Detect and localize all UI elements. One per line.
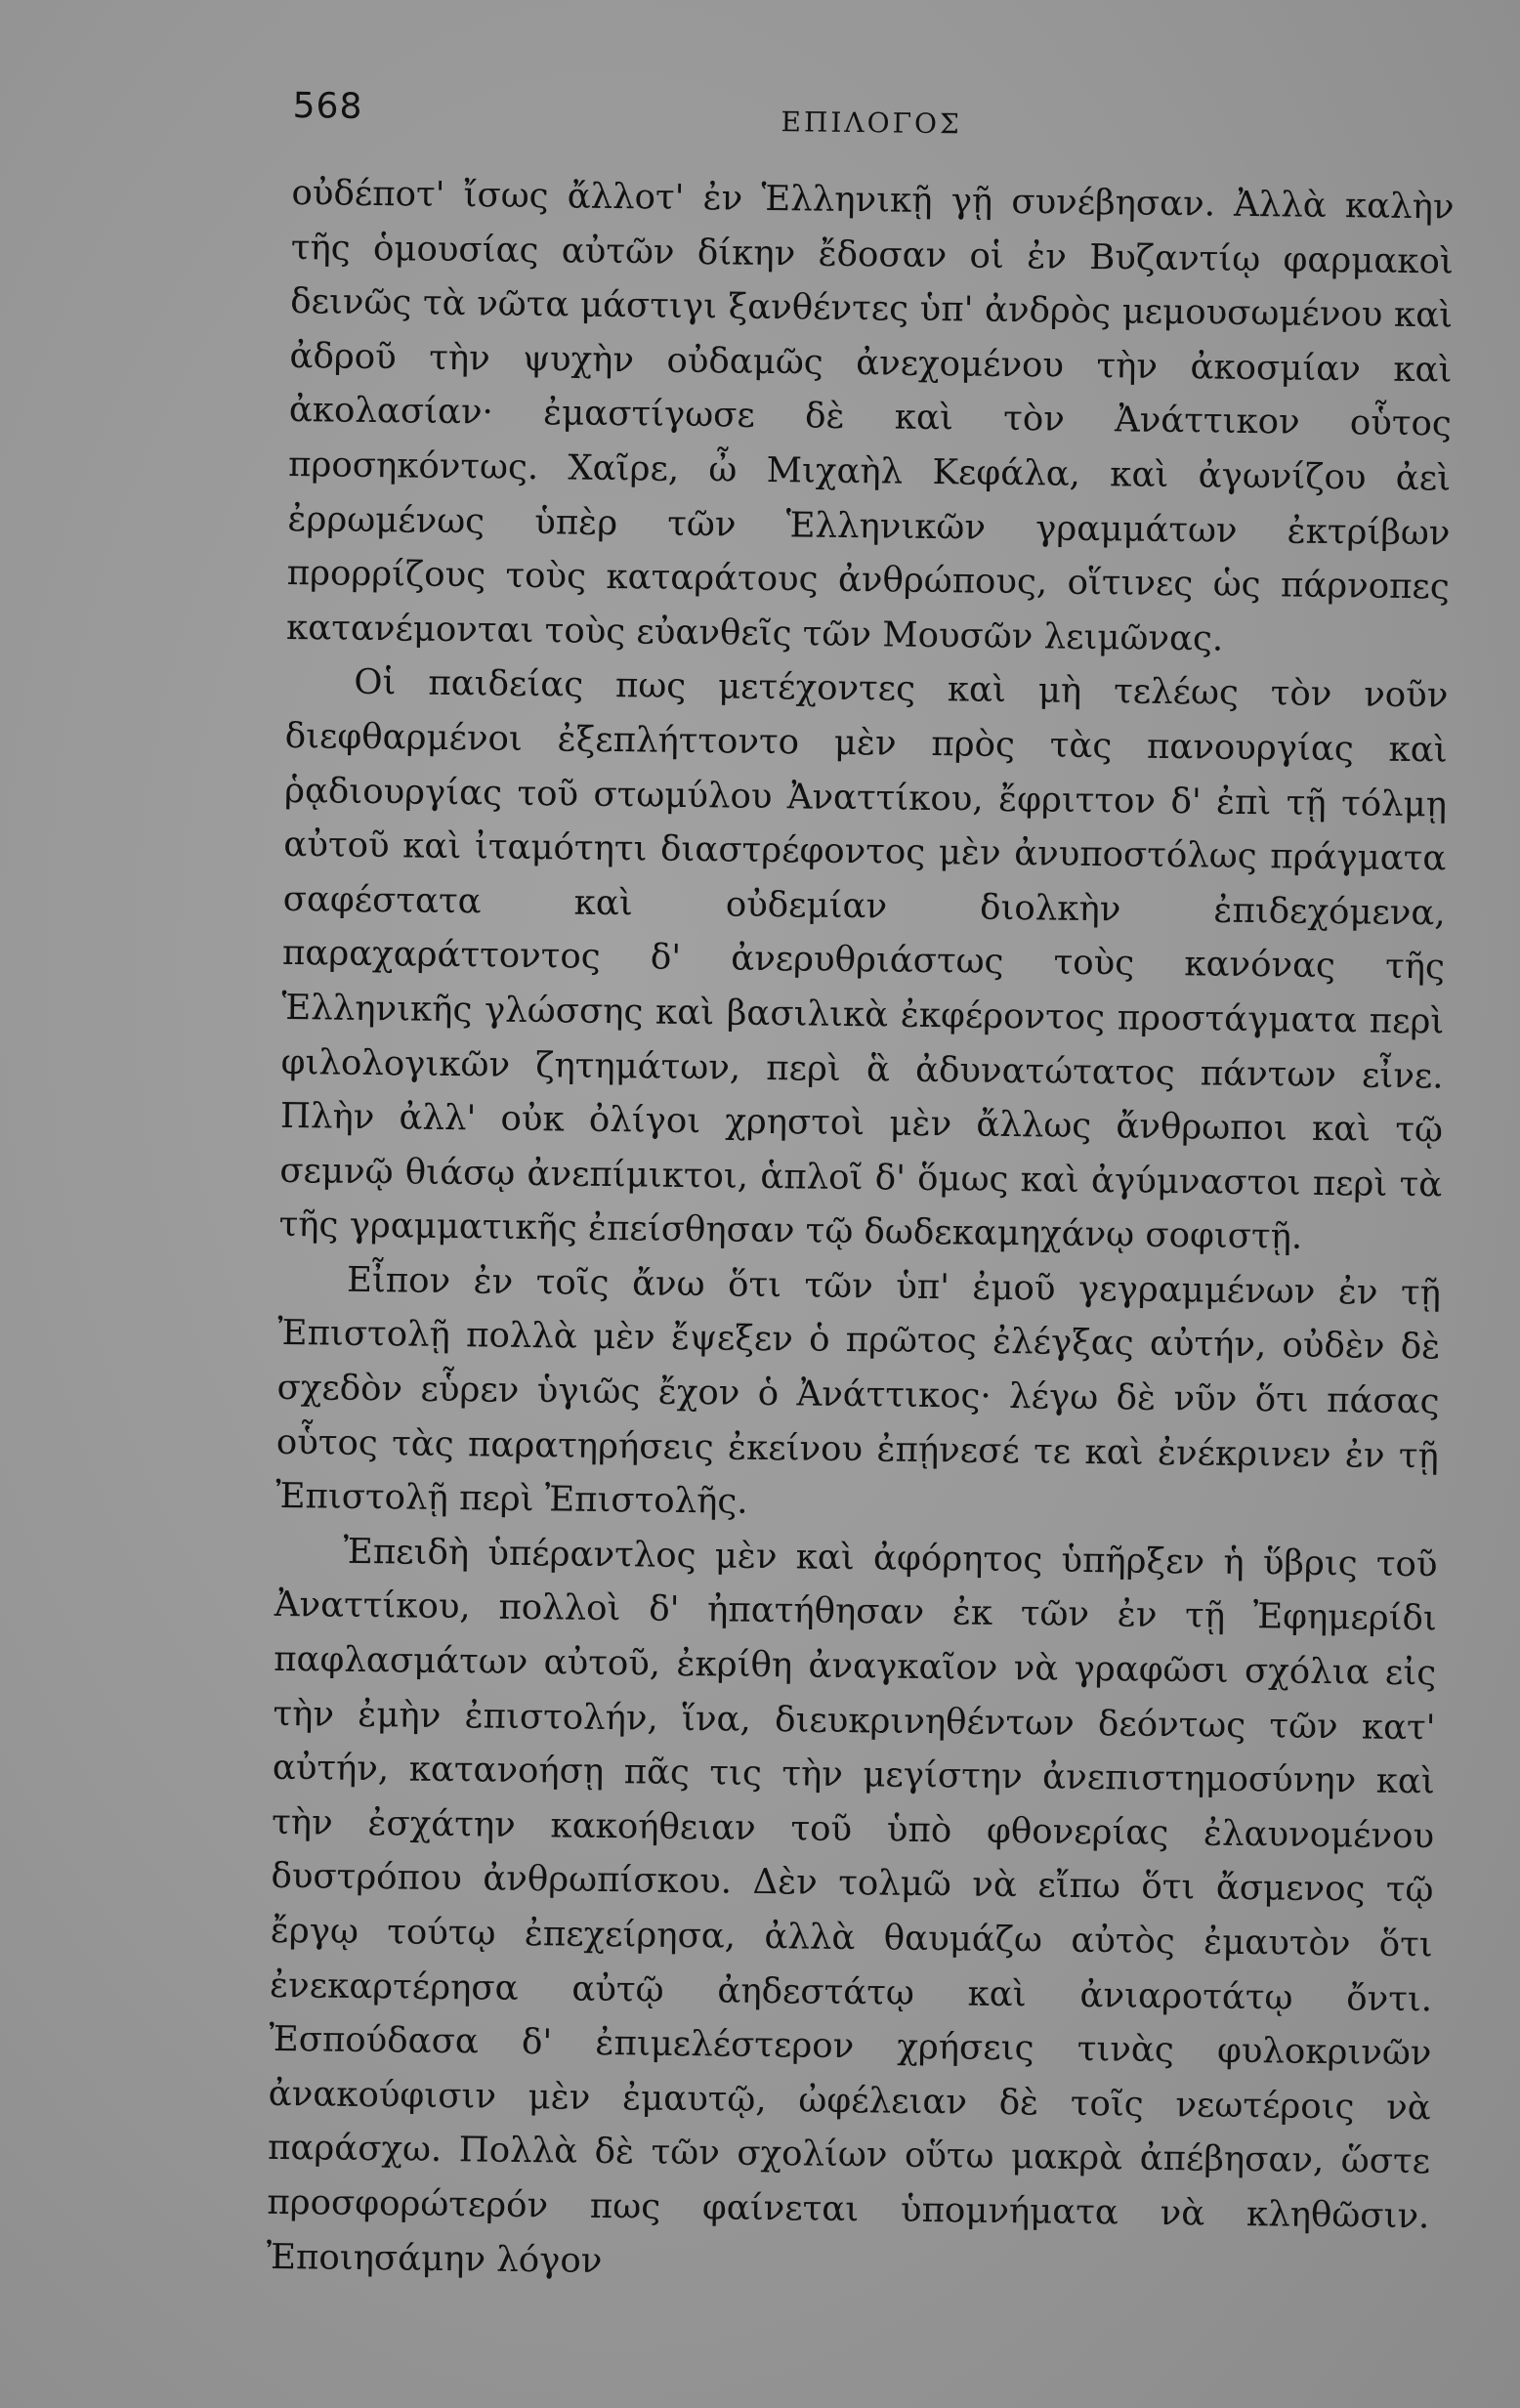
- paragraph-2: Οἱ παιδείας πως μετέχοντες καὶ μὴ τελέως τὸν νοῦν διεφθαρμένοι ἐξεπλήττοντο μὲν πρὸς τὰς πανουργίας καὶ ῥᾳδιουργίας τοῦ στωμύλου Ἀναττίκου, ἔφριττον δ' ἐπὶ τῇ τόλμῃ αὐτοῦ καὶ ἰταμότητι διαστρέφοντος μὲν ἀνυποστόλως πράγματα σαφέστατα καὶ οὐδεμίαν διολκὴν ἐπιδεχόμενα, παραχαράττοντος δ' ἀνερυθριάστως τοὺς κανόνας τῆς Ἑλληνικῆς γλώσσης καὶ βασιλικὰ ἐκφέροντος προστάγματα περὶ φιλολογικῶν ζητημάτων, περὶ ἃ ἀδυνατώτατος πάντων εἶνε. Πλὴν ἀλλ' οὐκ ὀλίγοι χρηστοὶ μὲν ἄλλως ἄνθρωποι καὶ τῷ σεμνῷ θιάσῳ ἀνεπίμικτοι, ἁπλοῖ δ' ὅμως καὶ ἀγύμναστοι περὶ τὰ τῆς γραμματικῆς ἐπείσθησαν τῷ δωδεκαμηχάνῳ σοφιστῇ.: [278, 662, 1449, 1257]
- running-title: ΕΠΙΛΟΓΟΣ: [781, 106, 962, 141]
- book-page: [266, 78, 1465, 2368]
- paragraph-4: Ἐπειδὴ ὑπέραντλος μὲν καὶ ἀφόρητος ὑπῆρξεν ἡ ὕβρις τοῦ Ἀναττίκου, πολλοὶ δ' ἠπατήθησαν ἐκ τῶν ἐν τῇ Ἐφημερίδι παφλασμάτων αὐτοῦ, ἐκρίθη ἀναγκαῖον νὰ γραφῶσι σχόλια εἰς τὴν ἐμὴν ἐπιστολήν, ἵνα, διευκρινηθέντων δεόντως τῶν κατ' αὐτήν, κατανοήσῃ πᾶς τις τὴν μεγίστην ἀνεπιστημοσύνην καὶ τὴν ἐσχάτην κακοήθειαν τοῦ ὑπὸ φθονερίας ἐλαυνομένου δυστρόπου ἀνθρωπίσκου. Δὲν τολμῶ νὰ εἴπω ὅτι ἄσμενος τῷ ἔργῳ τούτῳ ἐπεχείρησα, ἀλλὰ θαυμάζω αὐτὸς ἐμαυτὸν ὅτι ἐνεκαρτέρησα αὐτῷ ἀηδεστάτῳ καὶ ἀνιαροτάτῳ ὄντι. Ἐσπούδασα δ' ἐπιμελέστερον χρήσεις τινὰς φυλοκρινῶν ἀνακούφισιν μὲν ἐμαυτῷ, ὠφέλειαν δὲ τοῖς νεωτέροις νὰ παράσχω. Πολλὰ δὲ τῶν σχολίων οὕτω μακρὰ ἀπέβησαν, ὥστε προσφορώτερόν πως φαίνεται ὑπομνήματα νὰ κληθῶσιν. Ἐποιησάμην λόγον: [266, 1531, 1438, 2281]
- page-number: 568: [292, 85, 363, 127]
- paragraph-1: οὐδέποτ' ἴσως ἄλλοτ' ἐν Ἑλληνικῇ γῇ συνέβησαν. Ἀλλὰ καλὴν τῆς ὁμουσίας αὐτῶν δίκην ἔδοσαν οἱ ἐν Βυζαντίῳ φαρμακοὶ δεινῶς τὰ νῶτα μάστιγι ξανθέντες ὑπ' ἀνδρὸς μεμουσωμένου καὶ ἀδροῦ τὴν ψυχὴν οὐδαμῶς ἀνεχομένου τὴν ἀκοσμίαν καὶ ἀκολασίαν· ἐμαστίγωσε δὲ καὶ τὸν Ἀνάττικον οὗτος προσηκόντως. Χαῖρε, ὦ Μιχαὴλ Κεφάλα, καὶ ἀγωνίζου ἀεὶ ἐρρωμένως ὑπὲρ τῶν Ἑλληνικῶν γραμμάτων ἐκτρίβων προρρίζους τοὺς καταράτους ἀνθρώπους, οἵτινες ὡς πάρνοπες κατανέμονται τοὺς εὐανθεῖς τῶν Μουσῶν λειμῶνας.: [285, 172, 1455, 659]
- page-header: [292, 78, 1465, 181]
- body-text: [266, 166, 1454, 2299]
- paragraph-3: Εἶπον ἐν τοῖς ἄνω ὅτι τῶν ὑπ' ἐμοῦ γεγραμμένων ἐν τῇ Ἐπιστολῇ πολλὰ μὲν ἔψεξεν ὁ πρῶτος ἐλέγξας αὐτήν, οὐδὲν δὲ σχεδὸν εὗρεν ὑγιῶς ἔχον ὁ Ἀνάττικος· λέγω δὲ νῦν ὅτι πάσας οὗτος τὰς παρατηρήσεις ἐκείνου ἐπῄνεσέ τε καὶ ἐνέκρινεν ἐν τῇ Ἐπιστολῇ περὶ Ἐπιστολῆς.: [275, 1259, 1442, 1523]
